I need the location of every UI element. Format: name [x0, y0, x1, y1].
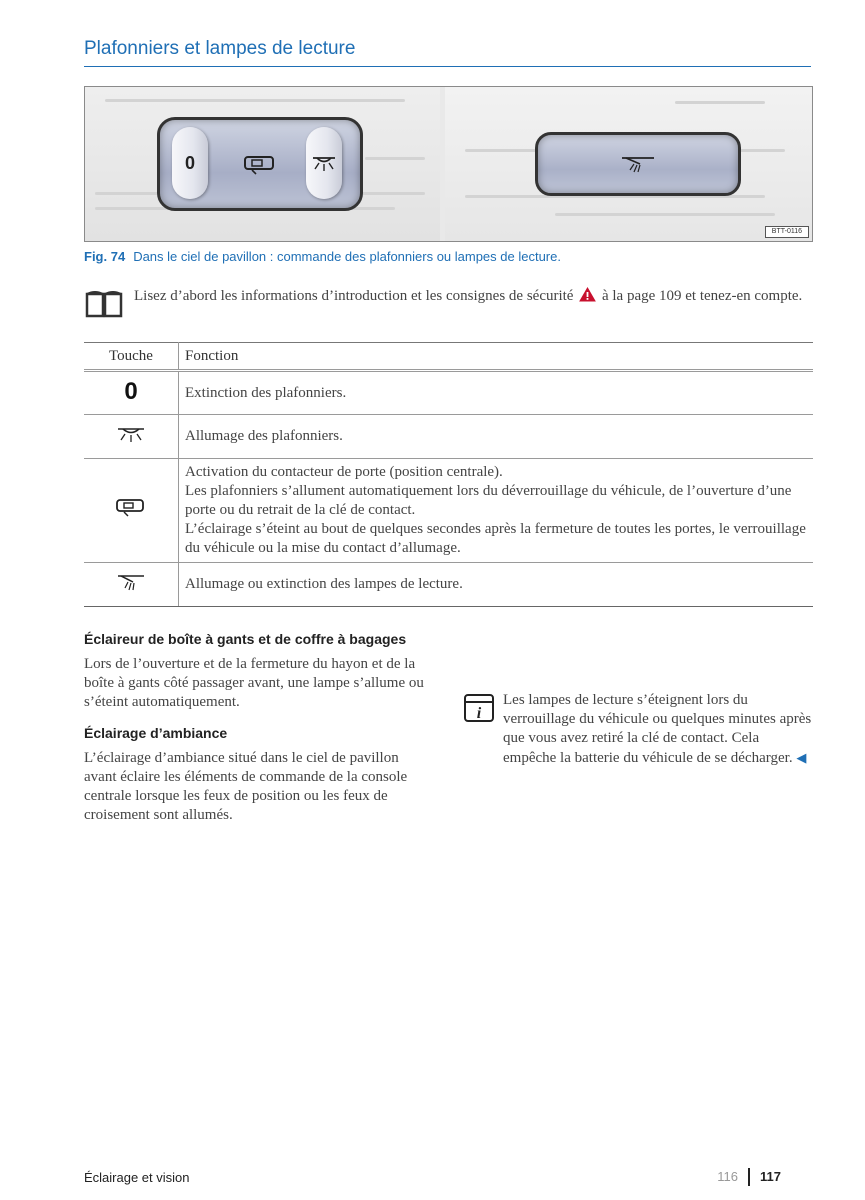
- function-line: Les plafonniers s’allument automatiquement lors du déverrouillage du véhicule, de l’ouverture d’une porte ou du retrait de la clé de contact.: [185, 483, 792, 518]
- function-line: L’éclairage s’éteint au bout de quelques secondes après la fermeture de toutes les portes, le verrouillage du véhicule ou la mise du contact d’allumage.: [185, 521, 806, 556]
- header-divider: [84, 66, 811, 67]
- end-arrow-icon: ◀: [796, 750, 807, 765]
- lights-on-button[interactable]: [306, 127, 342, 199]
- book-icon: [84, 290, 124, 320]
- key-cell: [84, 459, 179, 563]
- function-cell: Extinction des plafonniers.: [179, 371, 814, 415]
- column-header-key: Touche: [84, 343, 179, 371]
- function-table: [84, 342, 813, 607]
- page-number-right: 117: [760, 1169, 781, 1184]
- dome-light-on-icon: [114, 424, 148, 444]
- door-contact-icon: [242, 154, 278, 176]
- key-cell: [84, 415, 179, 459]
- page-numbers: [717, 1168, 781, 1186]
- table-row: [84, 415, 813, 459]
- door-contact-icon: [114, 497, 148, 519]
- reading-lamp-button[interactable]: [618, 153, 658, 175]
- zero-key: 0: [124, 377, 138, 405]
- note-text: Les lampes de lecture s’éteignent lors du verrouillage du véhicule ou quelques minutes après que vous avez retiré la clé de contact. Cela empêche la batterie du véhicule de se décharger.: [503, 692, 812, 766]
- background-blur: [555, 213, 775, 216]
- figure-code: BTT-0116: [765, 226, 809, 238]
- glovebox-heading: Éclaireur de boîte à gants et de coffre à bagages: [84, 631, 407, 647]
- ambient-paragraph: L’éclairage d’ambiance situé dans le ciel de pavillon avant éclaire les éléments de commande de la console centrale lorsque les feux de position ou les feux de croisement sont allumés.: [84, 750, 408, 823]
- reading-lamp-icon: [114, 571, 148, 593]
- svg-text:i: i: [476, 705, 482, 722]
- key-cell: [84, 371, 179, 415]
- warning-icon: [579, 287, 596, 302]
- info-note-text: [463, 691, 813, 768]
- page-title: Plafonniers et lampes de lecture: [84, 38, 356, 59]
- function-cell: Allumage ou extinction des lampes de lecture.: [179, 563, 814, 607]
- figure-74: [84, 86, 813, 242]
- lights-off-button[interactable]: [172, 127, 208, 199]
- function-line: Activation du contacteur de porte (position centrale).: [185, 464, 503, 480]
- column-header-function: Fonction: [179, 343, 814, 371]
- intro-paragraph: [134, 286, 814, 306]
- footer-section-title: Éclairage et vision: [84, 1170, 190, 1185]
- roof-console-right: [535, 132, 741, 196]
- left-column: [84, 630, 434, 837]
- off-label: 0: [184, 152, 195, 173]
- background-blur: [105, 99, 405, 102]
- intro-text-after: à la page 109 et tenez-en compte.: [601, 288, 803, 304]
- page-separator: [748, 1168, 750, 1186]
- figure-number: Fig. 74: [84, 249, 126, 264]
- table-row: [84, 563, 813, 607]
- function-cell: Allumage des plafonniers.: [179, 415, 814, 459]
- figure-caption-text: Dans le ciel de pavillon : commande des plafonniers ou lampes de lecture.: [133, 249, 561, 264]
- function-cell: [179, 459, 814, 563]
- background-blur: [675, 101, 765, 104]
- info-icon: [463, 693, 495, 723]
- intro-text-before: Lisez d’abord les informations d’introduction et les consignes de sécurité: [134, 288, 574, 304]
- page-number-left: 116: [717, 1169, 739, 1184]
- roof-console-left: [157, 117, 363, 211]
- right-column: [463, 685, 813, 768]
- dome-light-on-icon: [310, 153, 338, 173]
- ambient-heading: Éclairage d’ambiance: [84, 725, 228, 741]
- glovebox-paragraph: Lors de l’ouverture et de la fermeture du hayon et de la boîte à gants côté passager avant, une lampe s’allume ou s’éteint automatiquement.: [84, 656, 424, 710]
- table-header-row: [84, 343, 813, 371]
- key-cell: [84, 563, 179, 607]
- figure-caption: [84, 249, 561, 264]
- figure-right-panel: [445, 87, 812, 241]
- table-row: [84, 459, 813, 563]
- info-note: [463, 691, 813, 768]
- background-blur: [365, 157, 425, 160]
- table-row: [84, 371, 813, 415]
- figure-left-panel: [85, 87, 440, 241]
